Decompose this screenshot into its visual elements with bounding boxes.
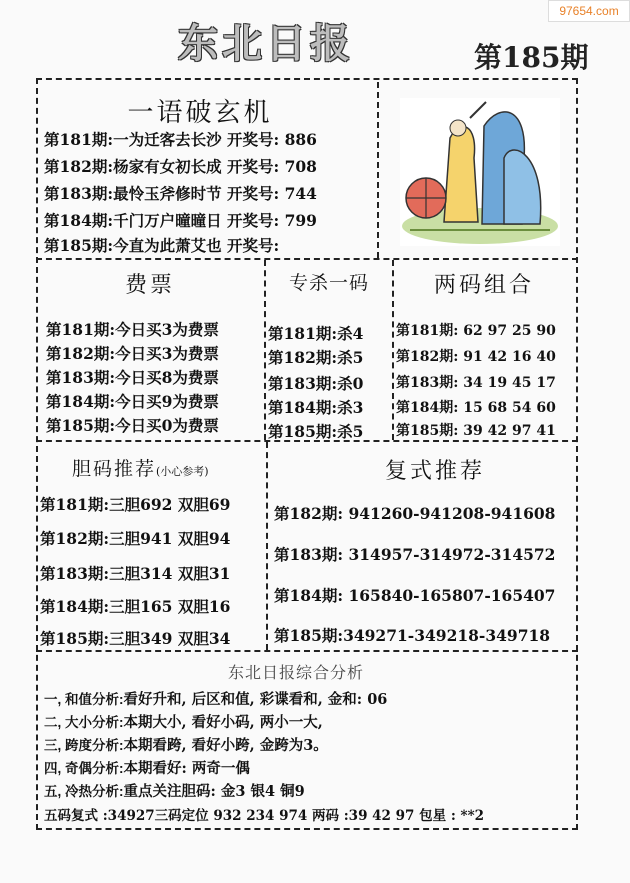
- riddle-row: 第182期:杨家有女初长成 开奖号: 708: [44, 157, 317, 176]
- combo-row: 第185期: 39 42 97 41: [396, 423, 556, 439]
- fushi-row: 第184期: 165840-165807-165407: [274, 586, 556, 605]
- kill-row: 第181期:杀4: [268, 324, 364, 343]
- issue-number: 第185期: [474, 41, 589, 74]
- analysis-text: 重点关注胆码: 金3 银4 铜9: [123, 783, 305, 800]
- riddle-row: 第184期:千门万户曈曈日 开奖号: 799: [44, 211, 317, 230]
- combo-row: 第182期: 91 42 16 40: [396, 349, 556, 365]
- dan-row: 第182期:三胆941 双胆94: [40, 529, 231, 548]
- combo-title: 两码组合: [433, 273, 534, 298]
- analysis-text: 本期看跨, 看好小跨, 金跨为3。: [123, 737, 328, 754]
- divider-lower: [36, 650, 578, 652]
- riddle-row: 第181期:一为迁客去长沙 开奖号: 886: [44, 130, 317, 149]
- kill-row: 第183期:杀0: [268, 374, 364, 393]
- analysis-row: [44, 688, 387, 709]
- riddle-title: 一语破玄机: [127, 98, 273, 128]
- analysis-row: [44, 711, 323, 732]
- riddle-row: 第185期:今直为此萧艾也 开奖号:: [44, 236, 280, 255]
- analysis-text: 本期大小, 看好小码, 两小一大,: [123, 714, 323, 731]
- dan-row: 第181期:三胆692 双胆69: [40, 495, 231, 514]
- dan-title-text: 胆码推荐: [72, 458, 157, 480]
- page-title: 东北日报: [178, 20, 354, 67]
- feicai-title: 费票: [124, 273, 175, 298]
- illustration: [400, 98, 560, 246]
- dan-title: [44, 454, 264, 481]
- feicai-row: 第181期:今日买3为费票: [46, 320, 219, 339]
- analysis-label: 五, 冷热分析:: [44, 784, 124, 799]
- analysis-label: 三, 跨度分析:: [44, 738, 124, 753]
- fushi-row: 第183期: 314957-314972-314572: [274, 545, 556, 564]
- watermark: 97654.com: [548, 0, 630, 22]
- kill-title: 专杀一码: [288, 272, 369, 294]
- feicai-row: 第182期:今日买3为费票: [46, 344, 219, 363]
- divider-riddle-image: [377, 82, 379, 258]
- analysis-label: 四, 奇偶分析:: [44, 761, 124, 776]
- dan-row: 第185期:三胆349 双胆34: [40, 629, 231, 648]
- divider-kill: [392, 260, 394, 440]
- kill-row: 第184期:杀3: [268, 398, 364, 417]
- divider-feicai: [264, 260, 266, 440]
- kill-row: 第182期:杀5: [268, 348, 364, 367]
- analysis-row: [44, 780, 305, 801]
- divider-dan: [266, 442, 268, 650]
- feicai-row: 第185期:今日买0为费票: [46, 416, 219, 435]
- fushi-row: 第182期: 941260-941208-941608: [274, 504, 556, 523]
- dan-row: 第183期:三胆314 双胆31: [40, 564, 231, 583]
- analysis-title: 东北日报综合分析: [228, 663, 365, 682]
- kill-row: 第185期:杀5: [268, 422, 364, 441]
- feicai-row: 第184期:今日买9为费票: [46, 392, 219, 411]
- analysis-footer: 五码复式 :34927三码定位 932 234 974 两码 :39 42 97 包星 : **2: [44, 808, 485, 824]
- divider-riddle: [36, 258, 578, 260]
- analysis-label: 一, 和值分析:: [44, 692, 124, 707]
- dan-note: (小心参考): [156, 465, 209, 478]
- combo-row: 第184期: 15 68 54 60: [396, 400, 556, 416]
- analysis-label: 二, 大小分析:: [44, 715, 124, 730]
- analysis-row: [44, 734, 328, 755]
- combo-row: 第181期: 62 97 25 90: [396, 323, 556, 339]
- analysis-row: [44, 757, 250, 778]
- fushi-title: 复式推荐: [384, 459, 485, 484]
- combo-row: 第183期: 34 19 45 17: [396, 375, 556, 391]
- analysis-text: 本期看好: 两奇一偶: [123, 760, 250, 777]
- fushi-row: 第185期:349271-349218-349718: [274, 626, 551, 645]
- dan-row: 第184期:三胆165 双胆16: [40, 597, 231, 616]
- riddle-row: 第183期:最怜玉斧修时节 开奖号: 744: [44, 184, 317, 203]
- feicai-row: 第183期:今日买8为费票: [46, 368, 219, 387]
- analysis-text: 看好升和, 后区和值, 彩谍看和, 金和: 06: [123, 691, 388, 708]
